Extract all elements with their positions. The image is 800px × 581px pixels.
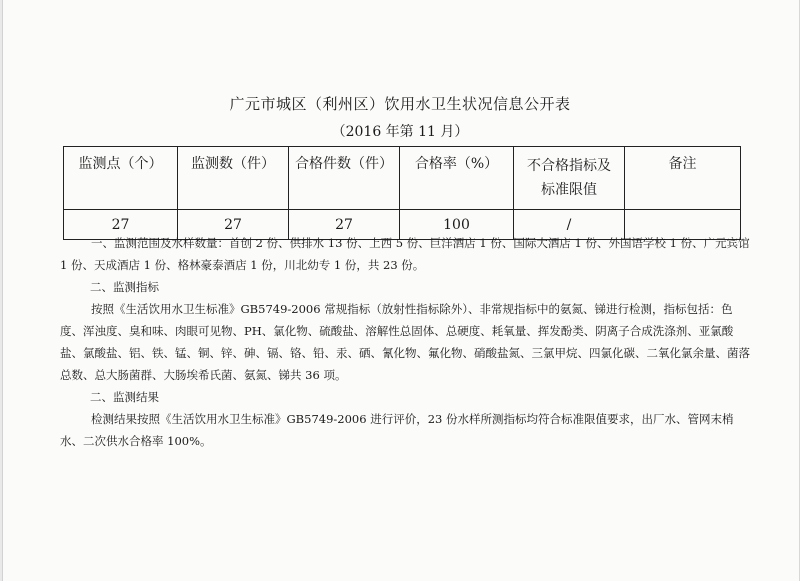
header-monitoring-count: 监测数（件） — [178, 147, 289, 210]
indicators-heading: 二、监测指标 — [90, 280, 159, 294]
header-monitoring-points: 监测点（个） — [64, 147, 178, 210]
results-heading: 二、监测结果 — [90, 390, 159, 404]
table-header-row — [64, 147, 741, 210]
cell-monitoring-points: 27 — [64, 210, 178, 240]
header-failed-indicators — [514, 147, 625, 210]
cell-failed-indicators: / — [514, 210, 625, 240]
header-failed-indicators-text: 不合格指标及标准限值 — [526, 158, 611, 198]
header-pass-rate: 合格率（%） — [400, 147, 514, 210]
results-paragraph: 检测结果按照《生活饮用水卫生标准》GB5749-2006 进行评价，23 份水样所测指标均符合标准限值要求，出厂水、管网末梢水、二次供水合格率 100%。 — [60, 412, 734, 448]
indicators-paragraph: 按照《生活饮用水卫生标准》GB5749-2006 常规指标（放射性指标除外）、非常规指标中的氨氮、锑进行检测，指标包括：色度、浑浊度、臭和味、肉眼可见物、PH、氯化物、硫酸盐、溶解性总固体、总硬度、耗氧量、挥发酚类、阴离子合成洗涤剂、亚氯酸盐、氯酸盐、铝、铁、锰、铜、锌、砷、镉、铬、铅、汞、硒、氰化物、氟化物、硝酸盐氮、三氯甲烷、四氯化碳、二氧化氯余量、菌落总数、总大肠菌群、大肠埃希氏菌、氨氮、锑共 36 项。 — [60, 302, 750, 382]
document-subtitle: （2016 年第 11 月） — [331, 124, 469, 140]
header-remarks: 备注 — [625, 147, 741, 210]
monitoring-table — [63, 146, 741, 240]
cell-pass-rate: 100 — [400, 210, 514, 240]
cell-monitoring-count: 27 — [178, 210, 289, 240]
scope-paragraph: 一、监测范围及水样数量：首创 2 份、供排水 13 份、上西 5 份、巨洋酒店 1 份、国际大酒店 1 份、外国语学校 1 份、广元宾馆 1 份、天成酒店 1 份、格林豪泰酒店 1 份，川北幼专 1 份，共 23 份。 — [60, 236, 750, 272]
header-qualified-count: 合格件数（件） — [289, 147, 400, 210]
cell-qualified-count: 27 — [289, 210, 400, 240]
document-title: 广元市城区（利州区）饮用水卫生状况信息公开表 — [229, 95, 571, 113]
